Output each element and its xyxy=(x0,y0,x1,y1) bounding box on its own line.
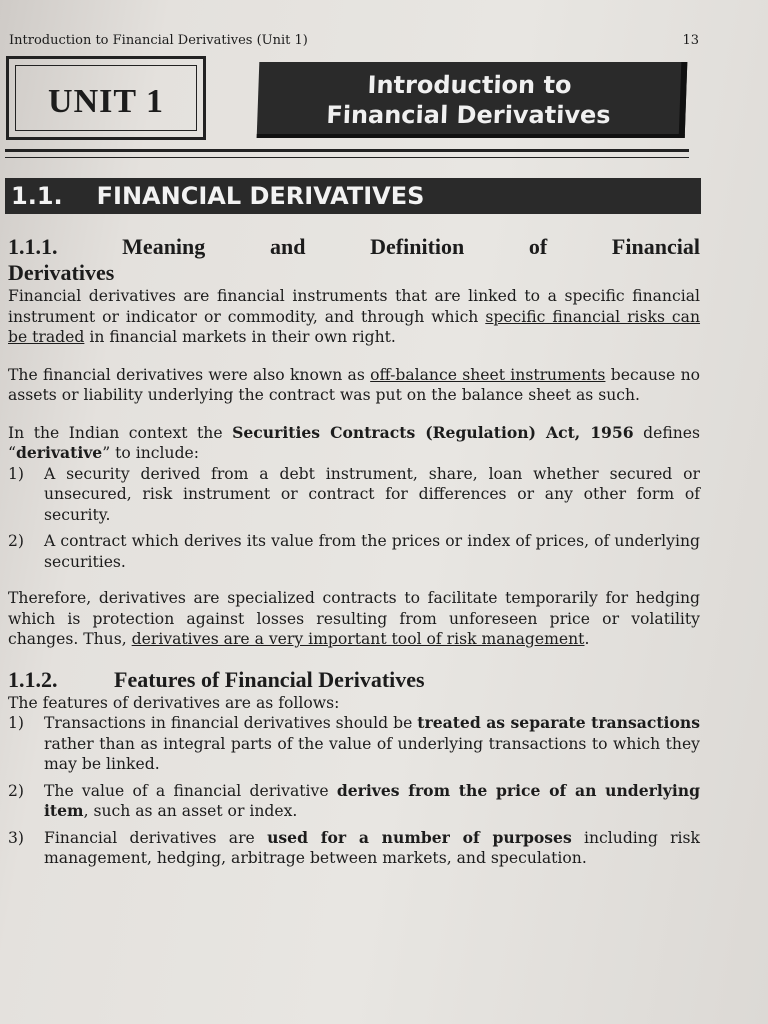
text-run: . xyxy=(584,630,590,648)
list-item xyxy=(8,828,700,869)
page-content xyxy=(8,234,700,875)
text-run: because no assets or liability underlying the contract was put on the balance sheet as such. xyxy=(8,365,700,404)
list-number: 1) xyxy=(8,714,25,732)
subsection-number: 1.1.2. xyxy=(8,666,58,692)
subsection-number: 1.1.1. xyxy=(8,234,58,259)
underlined-text: off-balance sheet instruments xyxy=(370,365,606,384)
subsection-title: Features of Financial Derivatives xyxy=(114,666,425,692)
underlined-text: derivatives are a very important tool of risk management xyxy=(131,630,585,648)
subsection-heading-1 xyxy=(8,234,700,260)
paragraph-conclusion xyxy=(8,588,700,650)
list-text: A contract which derives its value from the prices or index of prices, of underlying securities. xyxy=(44,532,700,571)
paragraph-off-balance xyxy=(8,365,700,406)
unit-box xyxy=(6,56,206,140)
underlined-text: specific financial risks can be traded xyxy=(8,307,701,346)
unit-title-line1: Introduction to xyxy=(367,71,572,99)
definition-list xyxy=(8,464,700,573)
text-run: The value of a financial derivative xyxy=(44,781,337,800)
text-run: In the Indian context the xyxy=(8,423,233,442)
text-run: including risk management, hedging, arbitrage between markets, and speculation. xyxy=(44,828,700,867)
heading-word: Financial xyxy=(611,234,700,259)
text-run: The financial derivatives were also known as xyxy=(8,365,371,384)
subsection-heading-1-line2: Derivatives xyxy=(8,260,115,285)
section-title: FINANCIAL DERIVATIVES xyxy=(96,182,425,210)
subsection-heading-2 xyxy=(8,667,700,693)
list-text: A security derived from a debt instrument, share, loan whether secured or unsecured, risk instrument or contract for differences or any other form of security. xyxy=(44,464,700,524)
running-header xyxy=(9,33,699,48)
list-item xyxy=(8,781,700,822)
list-text xyxy=(44,828,700,869)
running-title: Introduction to Financial Derivatives (Unit 1) xyxy=(9,33,308,48)
list-item xyxy=(8,713,700,775)
list-number: 1) xyxy=(8,464,25,483)
list-number: 2) xyxy=(8,781,25,800)
list-number: 2) xyxy=(8,532,25,550)
text-run: Financial derivatives are financial instruments that are linked to a specific financial instrument or indicator or commodity, and through which xyxy=(8,287,700,326)
heading-word: of xyxy=(528,234,548,259)
bold-text: derivative xyxy=(15,443,103,462)
text-run: Therefore, derivatives are specialized contracts to facilitate temporarily for hedging which is protection against losses resulting from unforeseen price or volatility changes. Thus, xyxy=(8,589,700,648)
bold-text: treated as separate transactions xyxy=(417,713,700,732)
bold-text: used for a number of purposes xyxy=(267,827,572,847)
text-run: Transactions in financial derivatives should be xyxy=(44,714,418,732)
heading-word: Definition xyxy=(370,234,465,259)
list-number: 3) xyxy=(8,828,25,847)
section-number: 1.1. xyxy=(11,182,63,210)
list-text xyxy=(44,713,700,775)
text-run: rather than as integral parts of the value of underlying transactions to which they may be linked. xyxy=(44,734,700,773)
unit-label: UNIT 1 xyxy=(48,83,164,120)
paragraph-indian-context xyxy=(8,423,700,464)
page-number: 13 xyxy=(682,33,699,48)
features-list xyxy=(8,713,700,869)
unit-title-line2: Financial Derivatives xyxy=(325,101,612,129)
heading-word: Meaning xyxy=(122,234,206,259)
paragraph-definition xyxy=(8,286,700,348)
features-intro: The features of derivatives are as follows: xyxy=(8,693,340,712)
list-item xyxy=(8,531,700,572)
list-item xyxy=(8,464,700,526)
unit-title-box xyxy=(257,62,688,138)
bold-text: derives from the price of an underlying item xyxy=(44,780,700,820)
divider-rule xyxy=(5,149,689,158)
text-run: Financial derivatives are xyxy=(44,828,268,847)
bold-text: Securities Contracts (Regulation) Act, 1956 xyxy=(232,422,634,442)
heading-word: and xyxy=(269,234,306,259)
list-text xyxy=(44,781,700,822)
text-run: in financial markets in their own right. xyxy=(84,328,396,346)
section-heading xyxy=(5,178,701,214)
text-run: , such as an asset or index. xyxy=(83,802,298,820)
text-run: ” to include: xyxy=(102,444,200,462)
text-run: defines “ xyxy=(8,423,701,462)
